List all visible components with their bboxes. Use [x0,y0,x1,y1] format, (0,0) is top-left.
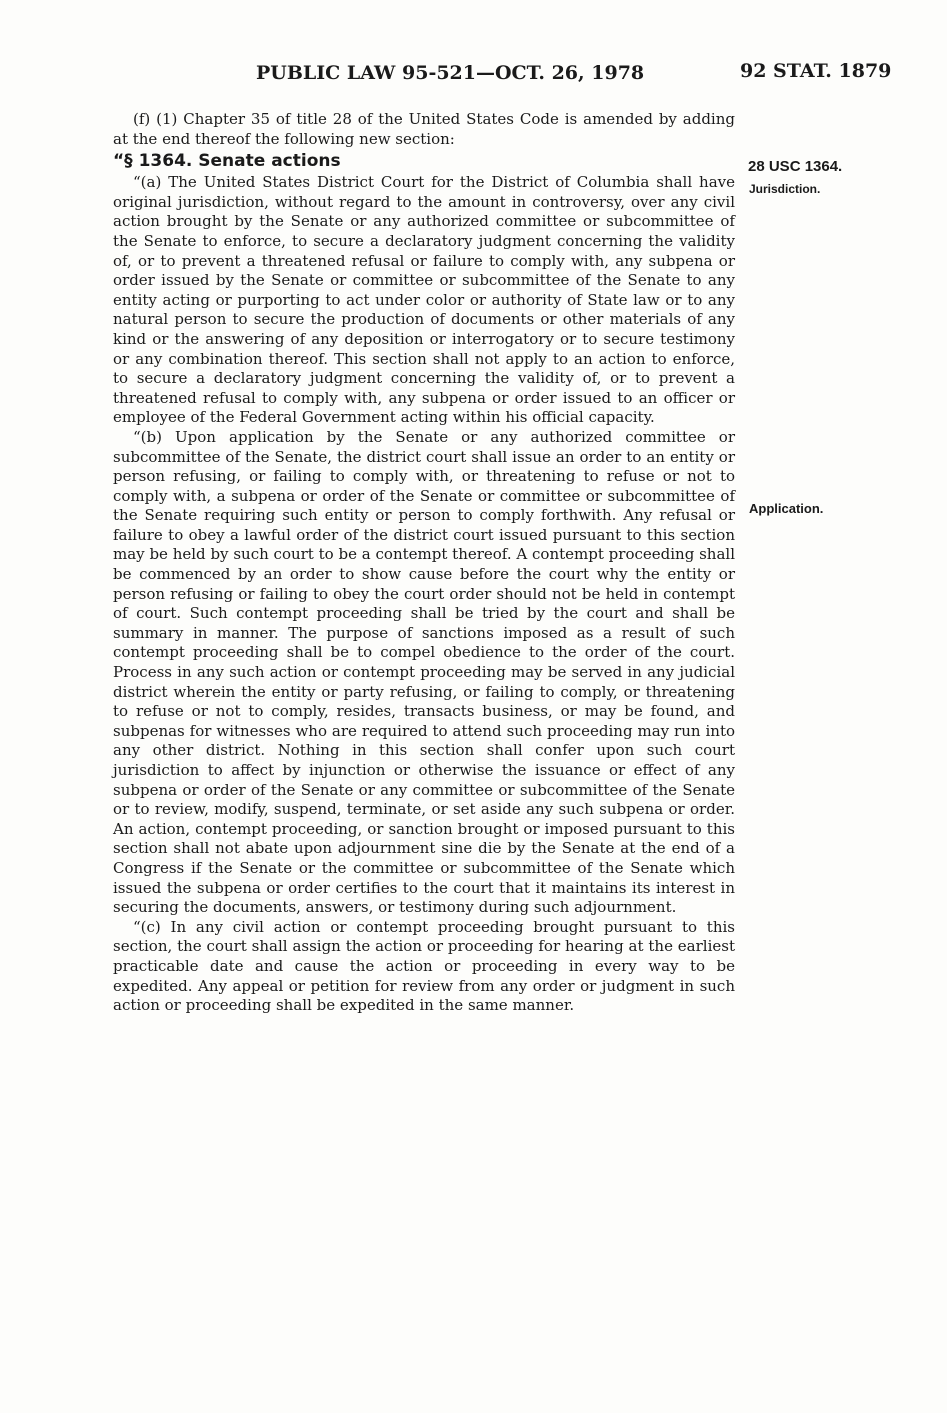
section-heading: “§ 1364. Senate actions [113,151,341,172]
subsection-b-paragraph: “(b) Upon application by the Senate or any authorized committee or subcommittee of the Senate, the district court shall issue an order to an entity or person refusing, or failing to comply with, or threatening to refuse or not to comply with, a subpena or order of the Senate or committee or subcommittee of the Senate requiring such entity or person to comply forthwith. Any refusal or failure to obey a lawful order of the district court issued pursuant to this section may be held by such court to be a contempt thereof. A contempt proceeding shall be commenced by an order to show cause before the court why the entity or person refusing or failing to obey the court order should not be held in contempt of court. Such contempt proceeding shall be tried by the court and shall be summary in manner. The purpose of sanctions imposed as a result of such contempt proceeding shall be to compel obedience to the order of the court. Process in any such action or contempt proceeding may be served in any judicial district wherein the entity or party refusing, or failing to comply, or threatening to refuse or not to comply, resides, transacts business, or may be found, and subpenas for witnesses who are required to attend such proceeding may run into any other district. Nothing in this section shall confer upon such court jurisdiction to affect by injunction or otherwise the issuance or effect of any subpena or order of the Senate or any committee or subcommittee of the Senate or to review, modify, suspend, terminate, or set aside any such subpena or order. An action, contempt proceeding, or sanction brought or imposed pursuant to this section shall not abate upon adjournment sine die by the Senate at the end of a Congress if the Senate or the committee or subcommittee of the Senate which issued the subpena or order certifies to the court that it maintains its interest in securing the documents, answers, or testimony during such adjournment. [113,427,735,917]
intro-paragraph: (f) (1) Chapter 35 of title 28 of the United States Code is amended by adding at the end thereof the following new section: [113,110,735,148]
statute-body [113,110,735,1016]
margin-note-usc-citation: 28 USC 1364. [748,158,843,175]
statute-page-number: 92 STAT. 1879 [740,60,892,82]
running-header-title: PUBLIC LAW 95-521—OCT. 26, 1978 [256,62,645,84]
subsection-c-paragraph: “(c) In any civil action or contempt proceeding brought pursuant to this section, the court shall assign the action or proceeding for hearing at the earliest practicable date and cause the action or proceeding in every way to be expedited. Any appeal or petition for review from any order or judgment in such action or proceeding shall be expedited in the same manner. [113,917,735,1015]
margin-note-jurisdiction: Jurisdiction. [749,182,821,196]
margin-note-application: Application. [749,501,824,516]
subsection-a-paragraph: “(a) The United States District Court for the District of Columbia shall have original jurisdiction, without regard to the amount in controversy, over any civil action brought by the Senate or any authorized committee or subcommittee of the Senate to enforce, to secure a declaratory judgment concerning the validity of, or to prevent a threatened refusal or failure to comply with, any subpena or order issued by the Senate or committee or subcommittee of the Senate to any entity acting or purporting to act under color or authority of State law or to any natural person to secure the production of documents or other materials of any kind or the answering of any deposition or interrogatory or to secure testimony or any combination thereof. This section shall not apply to an action to enforce, to secure a declaratory judgment concerning the validity of, or to prevent a threatened refusal to comply with, any subpena or order issued to an officer or employee of the Federal Government acting within his official capacity. [113,173,735,427]
